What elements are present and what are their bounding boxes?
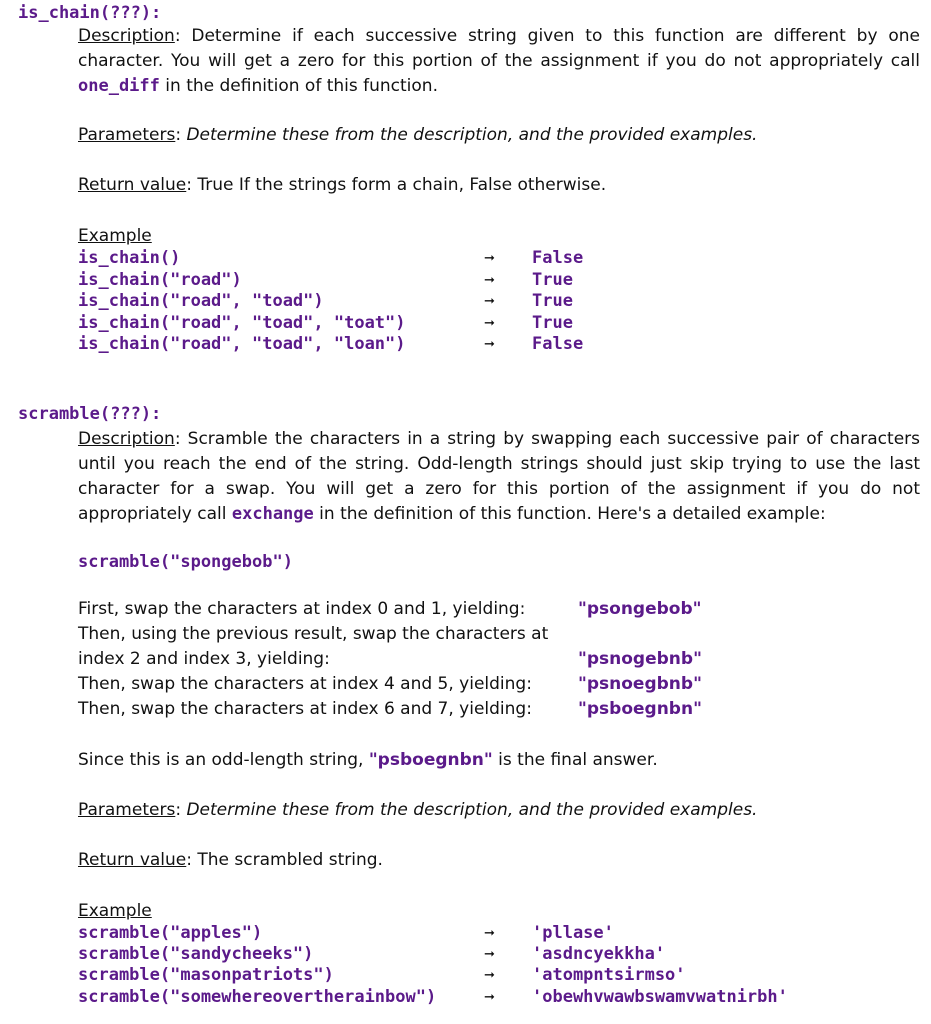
final-text-end: is the final answer. [492, 750, 658, 770]
scramble-example-result: 'obewhvwawbswamvwatnirbh' [532, 986, 788, 1007]
scramble-step-result: "psnoegbnb" [578, 674, 702, 694]
scramble-example-result: 'pllase' [532, 923, 614, 943]
is-chain-example-call: is_chain("road", "toad", "loan") [78, 334, 406, 354]
final-text: Since this is an odd-length string, [78, 750, 369, 770]
scramble-example-call: scramble("somewhereovertherainbow") [78, 986, 437, 1007]
arrow-icon: ➞ [484, 337, 495, 352]
arrow-icon: ➞ [484, 947, 495, 963]
arrow-icon: ➞ [484, 968, 495, 984]
scramble-example-call: scramble("sandycheeks") [78, 944, 314, 965]
is-chain-example-result: False [532, 248, 584, 268]
return-label: Return value [78, 850, 187, 870]
exchange-code: exchange [231, 504, 314, 524]
parameters-label: Parameters [78, 125, 176, 145]
scramble-parameters: Parameters: Determine these from the description, and the provided examples. [78, 800, 758, 820]
scramble-step-text: Then, swap the characters at index 4 and 5, yielding: [78, 674, 532, 694]
scramble-example-call: scramble("masonpatriots") [78, 965, 334, 986]
scramble-example-call: scramble("apples") [78, 923, 263, 943]
arrow-icon: ➞ [484, 272, 495, 288]
scramble-example-result: 'atompntsirmso' [532, 965, 686, 986]
return-label: Return value [78, 175, 187, 195]
is-chain-example-result: False [532, 334, 584, 354]
scramble-step-text: index 2 and index 3, yielding: [78, 649, 330, 669]
scramble-step-text: Then, using the previous result, swap the characters at [78, 624, 549, 644]
arrow-icon: ➞ [484, 251, 495, 266]
scramble-step-result: "psnogebnb" [578, 649, 702, 669]
parameters-text: Determine these from the description, and the provided examples. [186, 800, 758, 820]
description-label: Description [78, 26, 175, 46]
is-chain-example-result: True [532, 269, 573, 290]
parameters-text: Determine these from the description, and the provided examples. [186, 125, 758, 145]
is-chain-example-label: Example [78, 226, 152, 246]
arrow-icon: ➞ [484, 315, 495, 331]
description-text-end: in the definition of this function. Here's a detailed example: [313, 504, 826, 524]
scramble-final-answer [78, 750, 658, 770]
scramble-return-value [78, 850, 383, 870]
final-value: "psboegnbn" [368, 750, 493, 770]
is-chain-example-result: True [532, 312, 573, 333]
arrow-icon: ➞ [484, 926, 495, 941]
is-chain-example-call: is_chain() [78, 248, 181, 268]
is-chain-example-call: is_chain("road") [78, 269, 242, 290]
description-text-end: in the definition of this function. [159, 76, 438, 96]
description-text: : Scramble the characters in a string by swapping each successive pair of characters until you reach the end of the string. Odd-length strings should just skip trying to use the last character for a swap. You will get a zero for this portion of the assignment if you do not appropriately call [78, 429, 920, 524]
one-diff-code: one_diff [78, 76, 160, 96]
scramble-step-text: First, swap the characters at index 0 and 1, yielding: [78, 599, 526, 619]
is-chain-title: is_chain(???): [18, 3, 162, 23]
is-chain-parameters: Parameters: Determine these from the description, and the provided examples. [78, 125, 758, 145]
description-text: : Determine if each successive string given to this function are different by one character. You will get a zero for this portion of the assignment if you do not appropriately call [78, 26, 920, 71]
scramble-step-result: "psboegnbn" [578, 699, 702, 719]
scramble-title: scramble(???): [18, 404, 162, 424]
return-text: : True If the strings form a chain, False otherwise. [186, 175, 607, 195]
scramble-example-label: Example [78, 901, 152, 921]
is-chain-example-call: is_chain("road", "toad") [78, 291, 324, 311]
is-chain-example-result: True [532, 291, 573, 311]
scramble-step-result: "psongebob" [578, 599, 702, 619]
is-chain-description [78, 24, 920, 99]
return-text: : The scrambled string. [186, 850, 383, 870]
scramble-description [78, 427, 920, 527]
parameters-label: Parameters [78, 800, 176, 820]
scramble-example-result: 'asdncyekkha' [532, 944, 666, 965]
is-chain-return-value [78, 175, 606, 195]
is-chain-example-call: is_chain("road", "toad", "toat") [78, 312, 406, 333]
arrow-icon: ➞ [484, 989, 495, 1005]
arrow-icon: ➞ [484, 294, 495, 309]
description-label: Description [78, 429, 175, 449]
scramble-step-text: Then, swap the characters at index 6 and 7, yielding: [78, 699, 532, 719]
scramble-detailed-call: scramble("spongebob") [78, 552, 293, 572]
